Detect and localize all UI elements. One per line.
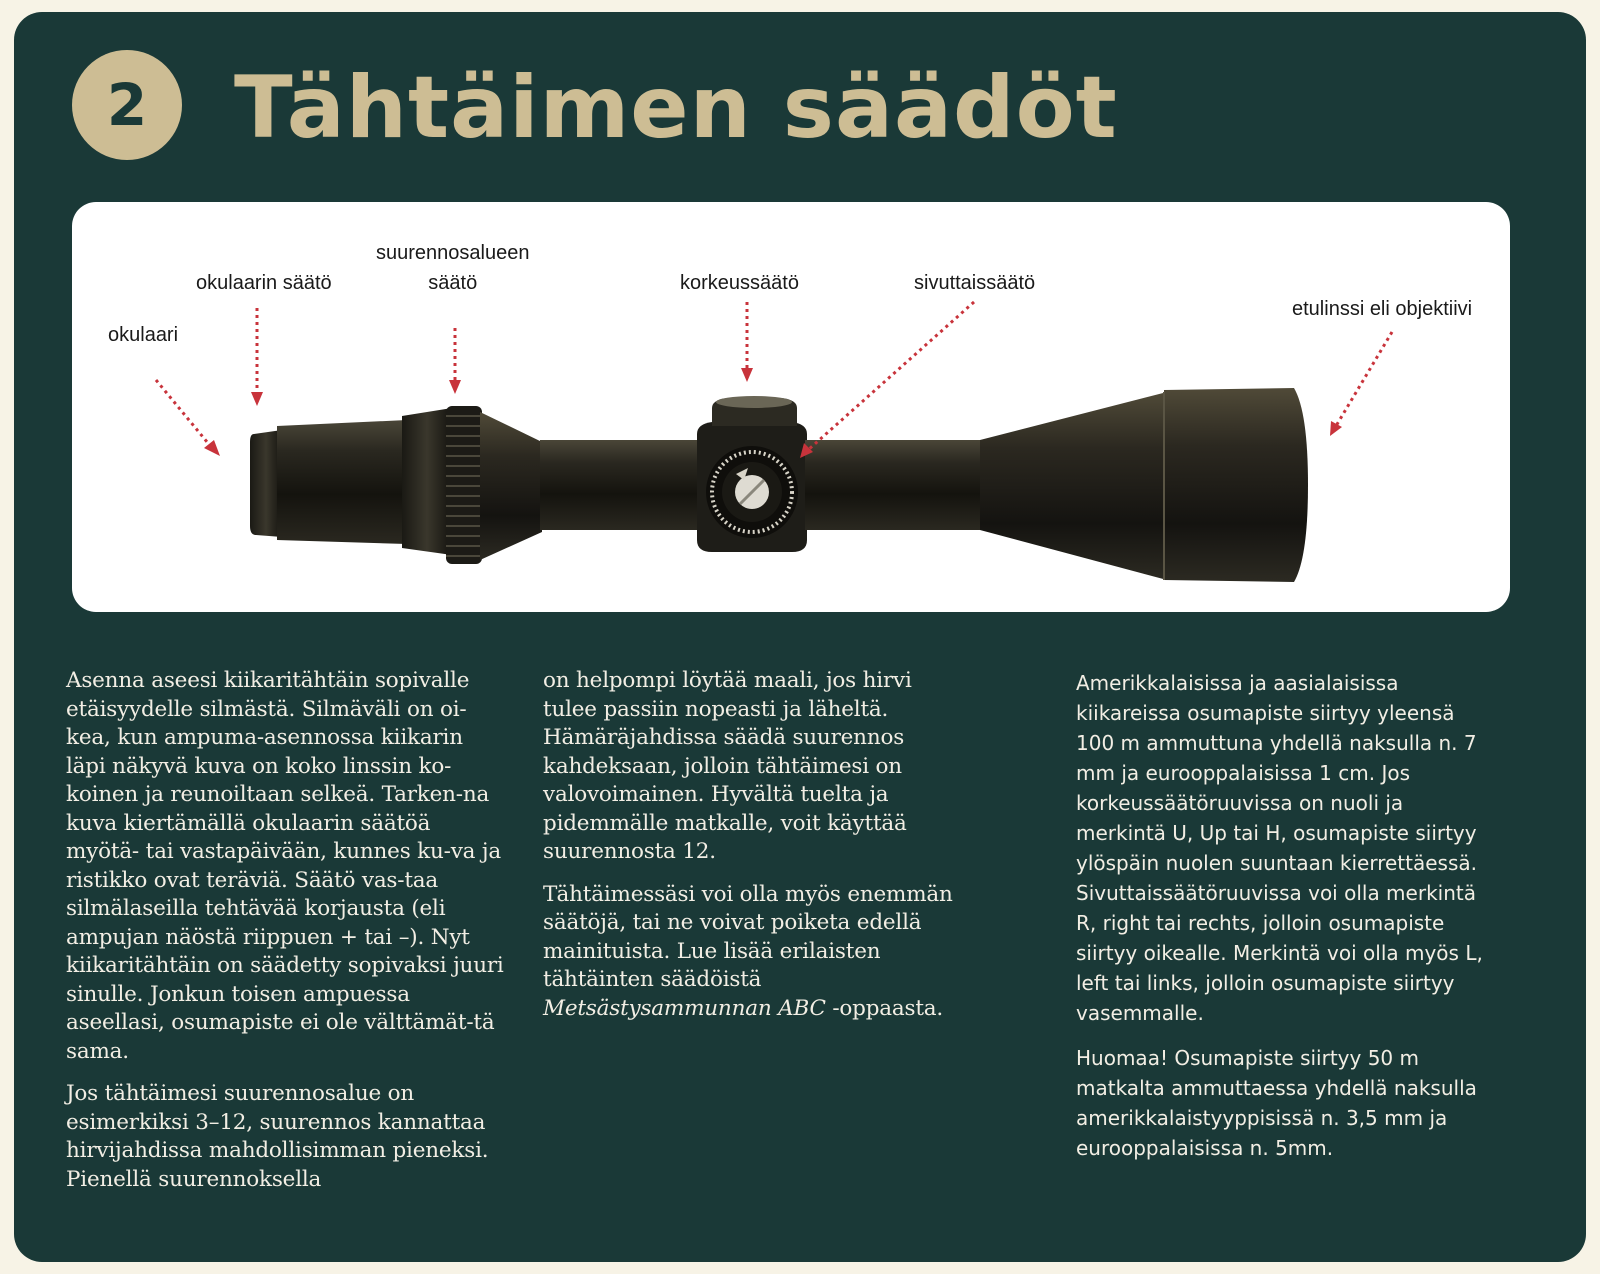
info-card — [14, 12, 1586, 1262]
ocular-bell — [480, 412, 542, 560]
col2-p2-end: -oppaasta. — [825, 995, 944, 1021]
scope-illustration — [72, 202, 1510, 612]
label-korkeussaato: korkeussäätö — [680, 272, 799, 294]
page-title: Tähtäimen säädöt — [234, 58, 1118, 158]
label-suurennosalueen-saato — [376, 238, 529, 298]
eyepiece-focus-ring — [402, 408, 452, 555]
label-okulaari: okulaari — [108, 324, 179, 346]
eyepiece-body — [277, 420, 407, 544]
elevation-turret-top — [716, 396, 792, 408]
objective-housing — [1164, 388, 1308, 582]
label-okulaarin-saato: okulaarin säätö — [196, 272, 332, 294]
section-number-badge — [72, 50, 182, 160]
label-objektiivi: etulinssi eli objektiivi — [1292, 298, 1473, 320]
front-tube — [805, 440, 985, 530]
objective-bell — [980, 392, 1167, 580]
col2-paragraph-1: on helpompi löytää maali, jos hirvi tulee passiin nopeasti ja läheltä. Hämäräjahdissa säädä suurennos kahdeksaan, jolloin tähtäimesi on valovoimainen. Hyvältä tuelta ja pidemmälle matkalle, voit käyttää suurennosta 12. — [543, 668, 912, 864]
col3-paragraph-1: Amerikkalaisissa ja aasialaisissa kiikareissa osumapiste siirtyy yleensä 100 m ammuttuna yhdellä naksulla n. 7 mm ja eurooppalaisissa 1 cm. Jos korkeussäätöruuvissa on nuoli ja merkintä U, Up tai H, osumapiste siirtyy ylöspäin nuolen suuntaan kierrettäessä. Sivuttaissäätöruuvissa voi olla merkintä R, right tai rechts, jolloin osumapiste siirtyy oikealle. Merkintä voi olla myös L, left tai links, jolloin osumapiste siirtyy vasemmalle. — [1076, 671, 1483, 1025]
text-column-3 — [1076, 668, 1494, 1178]
col3-paragraph-2: Huomaa! Osumapiste siirtyy 50 m matkalta ammuttaessa yhdellä naksulla amerikkalaistyyppisissä n. 3,5 mm ja eurooppalaisissa n. 5mm. — [1076, 1046, 1477, 1160]
text-column-1 — [66, 667, 506, 1208]
guide-title: Metsästysammunnan ABC — [543, 995, 826, 1021]
scope-diagram — [72, 202, 1510, 612]
col2-paragraph-2 — [543, 881, 953, 1024]
col1-paragraph-2: Jos tähtäimesi suurennosalue on esimerkiksi 3–12, suurennos kannattaa hirvijahdissa mahdollisimman pieneksi. Pienellä suurennoksella — [66, 1081, 489, 1192]
section-number: 2 — [106, 71, 148, 139]
col1-paragraph-1: Asenna aseesi kiikaritähtäin sopivalle etäisyydelle silmästä. Silmäväli on oi-kea, kun ampuma-asennossa kiikarin läpi näkyvä kuva on koko linssin ko-koinen ja reunoiltaan selkeä. Tarken-na kuva kiertämällä okulaarin säätöä myötä- tai vastapäivään, kunnes ku-va ja ristikko ovat teräviä. Säätö vas-taa silmälaseilla tehtävää korjausta (eli ampujan näöstä riippuen + tai –). Nyt kiikaritähtäin on säädetty sopivaksi juuri sinulle. Jonkun toisen ampuessa aseellasi, osumapiste ei ole välttämät-tä sama. — [66, 668, 504, 1064]
col2-p2-start: Tähtäimessäsi voi olla myös enemmän säätöjä, tai ne voivat poiketa edellä mainituista. Lue lisää erilaisten tähtäinten säädöistä — [543, 881, 953, 992]
label-sivuttaissaato: sivuttaissäätö — [914, 272, 1036, 294]
text-column-2 — [543, 667, 953, 1037]
label-suurennos-line2: säätö — [428, 272, 478, 294]
label-suurennos-line1: suurennosalueen — [376, 242, 530, 264]
